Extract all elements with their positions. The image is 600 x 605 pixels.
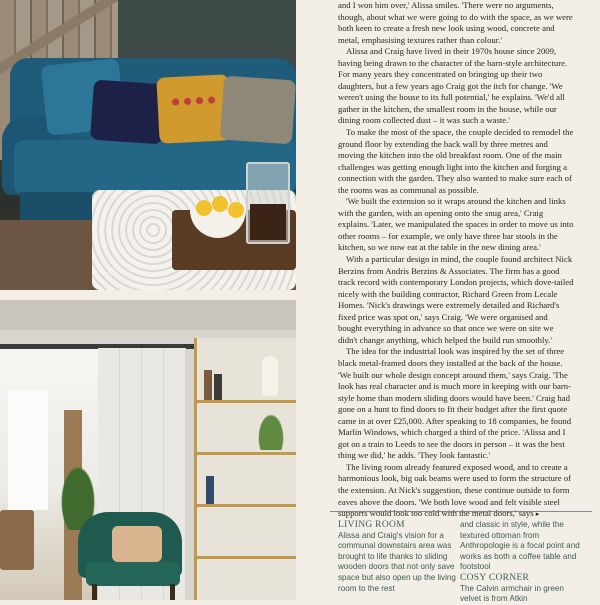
- navy-cushion: [90, 80, 166, 145]
- article-paragraph: The idea for the industrial look was inspired by the set of three black metal-framed doors they installed at the back of the house. 'We built our whole design concept around them,' says Craig. 'The look has real character and is much more in keeping with our barn-style home than modern sliding doors would have been.' Craig had gone on a hunt to find doors to fit their budget after the first quote came in at over £25,000. After speaking to 18 companies, he found Marlin Windows, which charged a third of the price. 'Alissa and I got on a train to Leeds to see the doors in person – it was the best thing we did,' he adds. 'They look fantastic.': [338, 346, 572, 461]
- caption-text: Alissa and Craig's vision for a communal downstairs area was brought to life thanks to sliding wooden doors that not only save space but also open up the living room to the rest: [338, 530, 456, 593]
- article-body: [338, 0, 574, 521]
- caption-text: and classic in style, while the textured ottoman from Anthropologie is a focal point and works as both a coffee table and footstool: [460, 520, 580, 572]
- article-paragraph: and I won him over,' Alissa smiles. 'There were no arguments, though, about what we were going to do with the space, as we were both keen to create a fresh new look using wood, concrete and metal, emphasising textures rather than colour.': [338, 0, 573, 45]
- caption-heading: LIVING ROOM: [338, 520, 405, 530]
- article-paragraph: Alissa and Craig have lived in their 1970s house since 2009, having being drawn to the character of the barn-style architecture. For many years they concentrated on bringing up their two daughters, but a few years ago Craig got the itch for change. 'We weren't using the house to its full potential,' he explains. 'We'd all gather in the kitchen, the smallest room in the house, while our dining room collected dust – it was such a waste.': [338, 46, 568, 126]
- article-paragraph-text: The living room already featured exposed wood, and to create a harmonious look, big oak beams were used to form the structure of the extension. At Nick's suggestion, these continue outside to form eaves above the doors. 'We both love wood and felt visible steel supports would look too cold with the metal doors,' says: [338, 461, 572, 519]
- shelf-plant: [256, 410, 286, 450]
- cosy-corner-photo: [0, 300, 296, 600]
- grey-cushion: [220, 76, 296, 145]
- book: [204, 370, 212, 400]
- living-room-photo: [0, 0, 296, 290]
- armchair-cushion: [112, 526, 162, 562]
- vase: [262, 356, 278, 396]
- caption-sidebar: [330, 511, 592, 604]
- article-paragraph: To make the most of the space, the couple decided to remodel the ground floor by extending the back wall by three metres and moving the kitchen into the old breakfast room. One of the main challenges was getting enough light into the kitchen and forging a connection with the garden. They also wanted to make sure each of the rooms was as communal as possible.: [338, 127, 574, 195]
- caption-cosy-corner: [460, 520, 580, 605]
- article-paragraph: With a particular design in mind, the couple found architect Nick Berzins from Andris Berzins & Associates. The firm has a good track record with contemporary London projects, which dove-tailed nicely with the building contractor, Richard Green from Lecale Homes. 'Nick's drawings were extremely detailed and Richard's fixed price was spot on,' says Craig. 'We were organised and bought everything in advance so that once we were on site we didn't change anything, which helped the build run smoothly.': [338, 254, 574, 345]
- caption-text: The Calvin armchair in green velvet is from Atkin: [460, 583, 564, 604]
- book: [206, 476, 214, 504]
- triangle-right-icon: ▸: [535, 510, 540, 519]
- cafetiere: [246, 162, 290, 244]
- article-paragraph: 'We built the extension so it wraps around the kitchen and links with the garden, with an opening onto the snug area,' Craig explains. 'Later, we manipulated the spaces in order to move us into other rooms – for example, we only have three bar stools in the kitchen, so we now eat at the table in the new dining area.': [338, 196, 574, 253]
- dining-chair: [0, 510, 34, 570]
- caption-living-room: [338, 520, 458, 594]
- caption-heading: COSY CORNER: [460, 572, 530, 583]
- book: [214, 374, 222, 400]
